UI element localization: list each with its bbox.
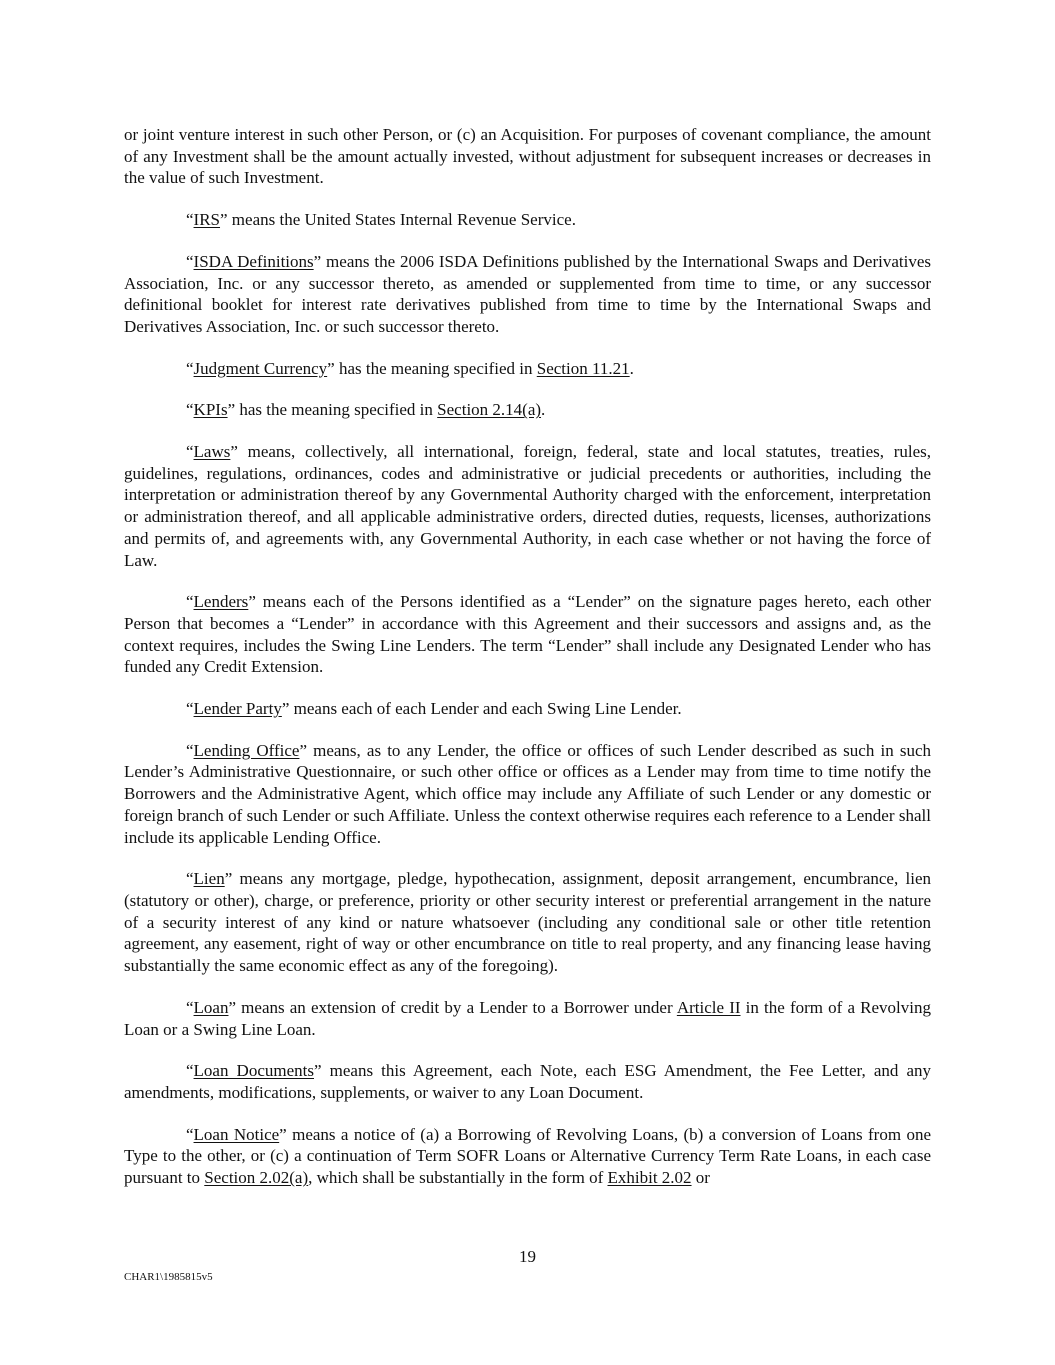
definition-text: ” means, as to any Lender, the office or offices of such Lender described as such in such Lender’s Administrative Questionnaire, or such other office or offices as a Lender may from time to time notify the Borrowers and the Administrative Agent, which office may include any Affiliate of such Lender or any domestic or foreign branch of such Lender or such Affiliate. Unless the context otherwise requires each reference to a Lender shall include its applicable Lending Office. (124, 740, 931, 847)
definition-paragraph (124, 1060, 931, 1103)
definition-text: or (691, 1168, 710, 1188)
definition-paragraph (124, 740, 931, 849)
page-number: 19 (519, 1247, 536, 1266)
defined-term-reference: Exhibit 2.02 (607, 1168, 692, 1188)
definition-text: “ (186, 699, 194, 719)
definition-text: ” means the United States Internal Revenue Service. (220, 210, 576, 230)
definition-paragraph (124, 997, 931, 1040)
definition-text: in the form of a Revolving Loan or a Swing Line Loan. (124, 997, 931, 1039)
definition-text: ” means a notice of (a) a Borrowing of Revolving Loans, (b) a conversion of Loans from one Type to the other, or (c) a continuation of Term SOFR Loans or Alternative Currency Term Rate Loans, in each case pursuant to (124, 1124, 931, 1188)
definition-text: “ (186, 1124, 194, 1144)
definition-text: “ (186, 740, 194, 760)
defined-term-reference: Article II (676, 997, 741, 1017)
defined-term-reference: Loan Documents (193, 1061, 314, 1081)
definition-text: “ (186, 1061, 194, 1081)
defined-term-reference: Lenders (193, 592, 249, 612)
definition-text: ” means this Agreement, each Note, each ESG Amendment, the Fee Letter, and any amendments, modifications, supplements, or waiver to any Loan Document. (124, 1061, 932, 1102)
definition-paragraph (124, 209, 931, 231)
defined-term-reference: ISDA Definitions (193, 251, 314, 271)
definition-paragraph (124, 868, 931, 977)
definition-text: ” means, collectively, all international, foreign, federal, state and local statutes, treaties, rules, guidelines, regulations, ordinances, codes and administrative or judicial precedents or authorities, including the interpretation or administration thereof by any Governmental Authority charged with the enforcement, interpretation or administration thereof, and all applicable administrative orders, directed duties, requests, licenses, authorizations and permits of, and agreements with, any Governmental Authority, in each case whether or not having the force of Law. (124, 442, 931, 570)
definition-paragraph (124, 698, 931, 720)
definition-text: “ (186, 358, 194, 378)
definition-text: “ (186, 210, 194, 230)
defined-term-reference: Section 2.02(a) (204, 1168, 309, 1188)
definition-text: ” has the meaning specified in (327, 358, 537, 378)
definition-text: ” means an extension of credit by a Lender to a Borrower under (228, 997, 677, 1017)
defined-term-reference: KPIs (193, 400, 228, 420)
definition-text: , which shall be substantially in the form of (308, 1168, 608, 1188)
definition-text: ” means each of each Lender and each Swing Line Lender. (281, 699, 682, 719)
definition-paragraph (124, 1124, 931, 1189)
definition-text: ” means each of the Persons identified as a “Lender” on the signature pages hereto, each other Person that becomes a “Lender” in accordance with this Agreement and their successors and assigns and, as the context requires, includes the Swing Line Lenders. The term “Lender” shall include any Designated Lender who has funded any Credit Extension. (124, 592, 931, 677)
definition-text: “ (186, 592, 194, 612)
definition-text: . (541, 400, 546, 420)
definition-text: ” means the 2006 ISDA Definitions published by the International Swaps and Derivatives Association, Inc. or any successor thereto, as amended or supplemented from time to time, or any successor definitional booklet for interest rate derivatives published from time to time by the International Swaps and Derivatives Association, Inc. or such successor thereto. (124, 251, 931, 336)
defined-term-reference: Judgment Currency (193, 358, 328, 378)
defined-term-reference: IRS (193, 210, 221, 230)
document-body (124, 124, 931, 1209)
defined-term-reference: Section 2.14(a) (437, 400, 542, 420)
definition-text: ” means any mortgage, pledge, hypothecation, assignment, deposit arrangement, encumbrance, lien (statutory or other), charge, or preference, priority or other security interest or preferential arrangement in the nature of a security interest of any kind or nature whatsoever (including any conditional sale or other title retention agreement, any easement, right of way or other encumbrance on title to real property, and any financing lease having substantially the same economic effect as any of the foregoing). (124, 869, 931, 976)
defined-term-reference: Lending Office (193, 740, 300, 760)
defined-term-reference: Laws (193, 442, 231, 462)
definition-paragraph (124, 251, 931, 338)
definition-paragraph (124, 591, 931, 678)
definition-text: “ (186, 400, 194, 420)
definition-text: . (629, 358, 634, 378)
definition-text: ” has the meaning specified in (227, 400, 438, 420)
definition-text: “ (186, 997, 194, 1017)
defined-term-reference: Lender Party (193, 699, 282, 719)
definition-text: “ (186, 442, 194, 462)
defined-term-reference: Loan (193, 997, 229, 1017)
definitions-list (124, 209, 931, 1189)
document-id: CHAR1\1985815v5 (124, 1271, 213, 1283)
defined-term-reference: Loan Notice (193, 1124, 280, 1144)
definition-paragraph (124, 399, 931, 421)
definition-text: “ (186, 251, 194, 271)
definition-text: “ (186, 869, 194, 889)
defined-term-reference: Lien (193, 869, 225, 889)
defined-term-reference: Section 11.21 (536, 358, 630, 378)
definition-paragraph (124, 441, 931, 571)
continuation-paragraph: or joint venture interest in such other Person, or (c) an Acquisition. For purposes of covenant compliance, the amount of any Investment shall be the amount actually invested, without adjustment for subsequent increases or decreases in the value of such Investment. (124, 125, 931, 188)
definition-paragraph (124, 358, 931, 380)
